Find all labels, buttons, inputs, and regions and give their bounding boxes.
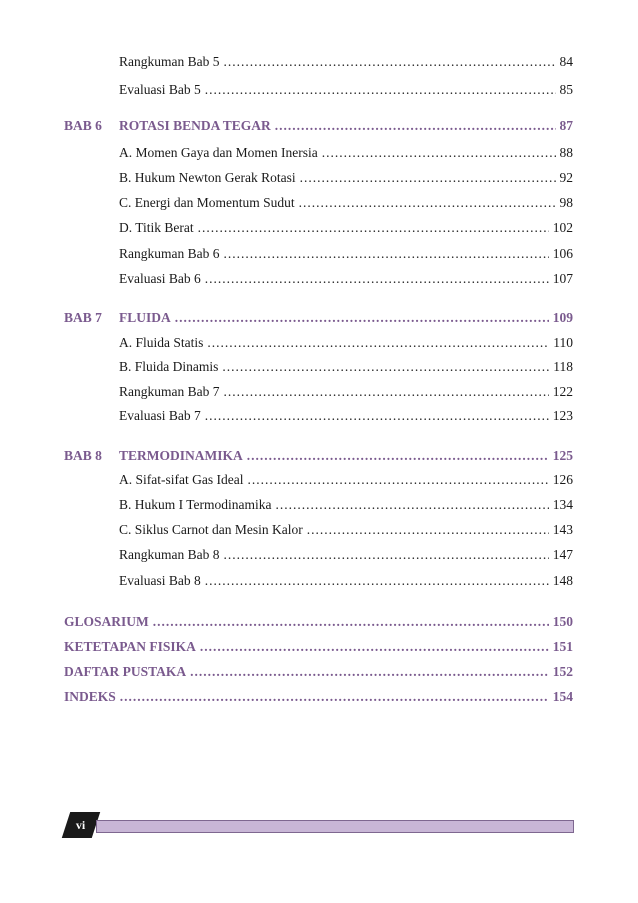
toc-entry-title: ROTASI BENDA TEGAR <box>119 118 271 133</box>
toc-entry-page: 143 <box>552 522 573 537</box>
toc-entry-title: INDEKS <box>64 689 116 704</box>
toc-entry <box>64 446 573 466</box>
toc-entry-title: GLOSARIUM <box>64 614 149 629</box>
toc-entry <box>64 612 573 632</box>
toc-entry-title: Evaluasi Bab 5 <box>119 82 201 97</box>
toc-entry-title: A. Sifat-sifat Gas Ideal <box>119 472 244 487</box>
toc-entry-page: 106 <box>552 246 573 261</box>
toc-entry <box>119 143 573 163</box>
toc-entry-title: B. Hukum Newton Gerak Rotasi <box>119 170 296 185</box>
dot-leader <box>224 382 549 402</box>
page-number: vi <box>76 817 86 832</box>
toc-entry-page: 125 <box>552 448 573 463</box>
toc-entry-page: 123 <box>552 408 573 423</box>
toc-entry-page: 118 <box>553 359 573 374</box>
toc-entry <box>119 244 573 264</box>
dot-leader <box>200 637 549 657</box>
toc-entry-title: C. Siklus Carnot dan Mesin Kalor <box>119 522 303 537</box>
toc-entry-page: 87 <box>559 118 573 133</box>
toc-entry-title: Rangkuman Bab 6 <box>119 246 220 261</box>
toc-entry <box>119 406 573 426</box>
toc-entry-page: 150 <box>552 614 573 629</box>
dot-leader <box>205 80 556 100</box>
toc-entry-title: TERMODINAMIKA <box>119 448 243 463</box>
dot-leader <box>224 52 556 72</box>
toc-entry <box>119 269 573 289</box>
toc-entry <box>119 495 573 515</box>
toc-entry-page: 151 <box>552 639 573 654</box>
toc-entry-title: C. Energi dan Momentum Sudut <box>119 195 295 210</box>
toc-entry-page: 107 <box>552 271 573 286</box>
toc-entry-page: 122 <box>552 384 573 399</box>
toc-entry <box>119 470 573 490</box>
dot-leader <box>224 545 549 565</box>
toc-entry-page: 98 <box>559 195 573 210</box>
chapter-number: BAB 8 <box>64 448 102 463</box>
toc-entry <box>119 52 573 72</box>
dot-leader <box>322 143 556 163</box>
dot-leader <box>299 193 556 213</box>
dot-leader <box>190 662 549 682</box>
dot-leader <box>300 168 556 188</box>
dot-leader <box>153 612 549 632</box>
toc-entry-title: B. Fluida Dinamis <box>119 359 219 374</box>
dot-leader <box>198 218 549 238</box>
toc-entry-title: B. Hukum I Termodinamika <box>119 497 272 512</box>
toc-entry <box>119 382 573 402</box>
dot-leader <box>247 470 548 490</box>
dot-leader <box>222 357 549 377</box>
toc-entry-page: 147 <box>552 547 573 562</box>
toc-entry-title: Rangkuman Bab 8 <box>119 547 220 562</box>
toc-entry-title: Evaluasi Bab 7 <box>119 408 201 423</box>
toc-entry-page: 102 <box>552 220 573 235</box>
toc-entry-title: Evaluasi Bab 6 <box>119 271 201 286</box>
toc-entry-page: 92 <box>559 170 573 185</box>
dot-leader <box>175 308 549 328</box>
toc-entry <box>119 80 573 100</box>
dot-leader <box>224 244 549 264</box>
toc-entry-page: 110 <box>553 335 573 350</box>
toc-entry-page: 152 <box>552 664 573 679</box>
dot-leader <box>205 571 549 591</box>
toc-entry-title: Rangkuman Bab 7 <box>119 384 220 399</box>
chapter-number: BAB 6 <box>64 118 102 133</box>
dot-leader <box>205 406 549 426</box>
toc-entry-title: Evaluasi Bab 8 <box>119 573 201 588</box>
dot-leader <box>207 333 549 353</box>
toc-entry <box>119 571 573 591</box>
dot-leader <box>247 446 549 466</box>
toc-entry-title: D. Titik Berat <box>119 220 194 235</box>
toc-entry <box>119 333 573 353</box>
chapter-number: BAB 7 <box>64 310 102 325</box>
toc-entry-title: A. Fluida Statis <box>119 335 204 350</box>
dot-leader <box>276 495 549 515</box>
toc-entry-title: Rangkuman Bab 5 <box>119 54 220 69</box>
toc-entry <box>119 520 573 540</box>
toc-entry <box>119 218 573 238</box>
toc-entry-page: 88 <box>559 145 573 160</box>
toc-entry <box>64 662 573 682</box>
footer-bar <box>96 820 574 833</box>
toc-entry-page: 109 <box>552 310 573 325</box>
dot-leader <box>120 687 549 707</box>
toc-entry <box>64 116 573 136</box>
toc-entry-page: 84 <box>559 54 573 69</box>
toc-entry-page: 85 <box>559 82 573 97</box>
toc-entry <box>119 545 573 565</box>
dot-leader <box>307 520 549 540</box>
toc-entry <box>64 687 573 707</box>
toc-entry-title: KETETAPAN FISIKA <box>64 639 196 654</box>
toc-entry-page: 154 <box>552 689 573 704</box>
toc-entry-page: 148 <box>552 573 573 588</box>
toc-entry-page: 126 <box>552 472 573 487</box>
dot-leader <box>275 116 556 136</box>
toc-entry-title: FLUIDA <box>119 310 171 325</box>
toc-entry <box>64 637 573 657</box>
toc-entry-title: A. Momen Gaya dan Momen Inersia <box>119 145 318 160</box>
dot-leader <box>205 269 549 289</box>
toc-entry <box>119 168 573 188</box>
toc-entry-title: DAFTAR PUSTAKA <box>64 664 187 679</box>
page-number-badge <box>62 812 100 838</box>
toc-entry <box>119 357 573 377</box>
toc-entry-page: 134 <box>552 497 573 512</box>
toc-entry <box>64 308 573 328</box>
toc-entry <box>119 193 573 213</box>
